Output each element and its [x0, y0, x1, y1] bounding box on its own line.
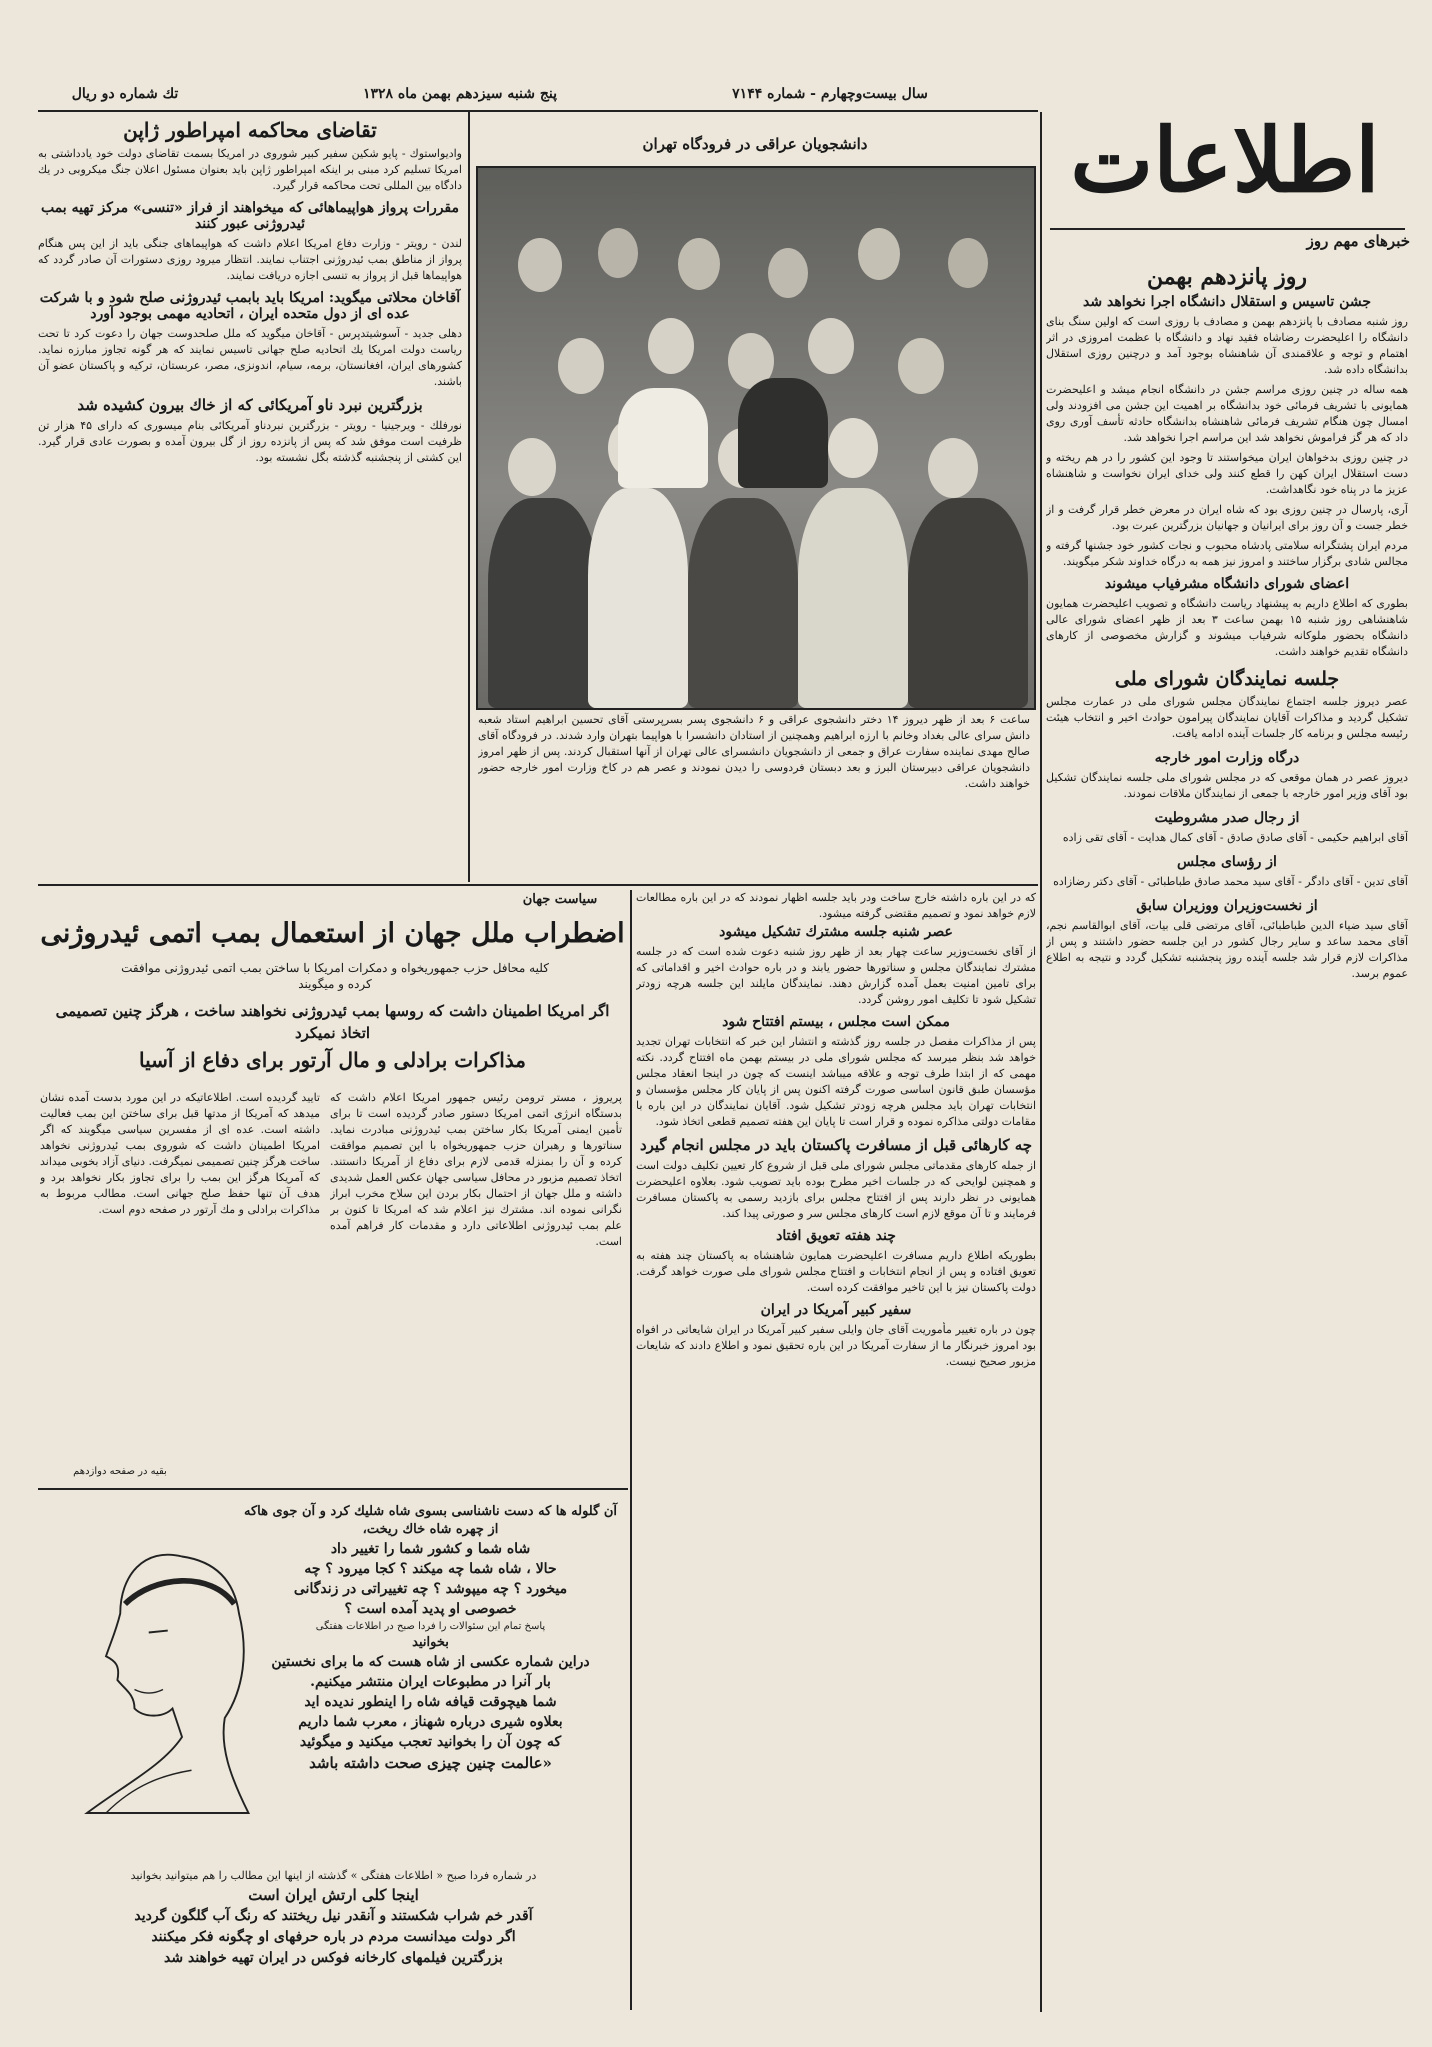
advert-line: پاسخ تمام اين سئوالات را فردا صبح در اطلاعات هفتگى	[315, 1621, 546, 1632]
paragraph: روز شنبه مصادف با پانزدهم بهمن و مصادف با روزى است كه اولين سنگ بناى دانشگاه را اعليحضرت رضاشاه فقيد نهاد و دانشگاه با عظمت امروزى در اثر اهتمام و توجه و علاقمندى آن شاهنشاه بوجود آمد و درچنين روزى استقلال بدانشگاه داده شد.	[1046, 315, 1408, 376]
right-section-text: آقاى ابراهيم حكيمى - آقاى صادق صادق - آقاى كمال هدايت - آقاى تقى زاده	[1062, 831, 1408, 844]
right-headline: روز پانزدهم بهمن	[1146, 264, 1308, 290]
left-section-title: آقاخان محلاتى ميگويد: امريكا بايد بابمب ئيدروژنى صلح شود و با شركت عده اى از دول متحده ايران ، اتحاديه مهمى بوجود آورد	[39, 290, 461, 322]
photo-caption-text: ساعت ۶ بعد از ظهر ديروز ۱۴ دختر دانشجوى عراقى و ۶ دانشجوى پسر بسرپرستى آقاى تحسين ابراهيم استاد شعبه دانش سراى عالى بغداد وخانم با ارزه ابراهيم وهمچنين از استادان دانشسرا با هواپيما بتهران وارد شدند. در فرودگاه آقاى صالح مهدى نماينده سفارت عراق و جمعى از دانشجويان دانشسراى عالى تهران از آنها استقبال كردند. پس از ظهر امروز دانشجويان عراقى دبيرستان البرز و بعد دبستان فردوسى را ديدن نمودند و عصر هم در كاخ وزارت امور خارجه حضور خواهند داشت.	[478, 713, 1030, 790]
middle-section-title: سفير كبير آمريكا در ايران	[760, 1302, 912, 1318]
advert-bottom	[46, 1867, 621, 1969]
header-issue: سال بيست‌وچهارم - شماره ۷۱۴۴	[732, 86, 928, 102]
advert-text	[238, 1503, 623, 1774]
right-section-title: درگاه وزارت امور خارجه	[1154, 750, 1300, 766]
header-rule	[38, 110, 1038, 112]
advert-line: اينجا كلى ارتش ايران است	[248, 1886, 419, 1904]
section-rule	[38, 884, 1038, 886]
advert-box	[38, 1495, 626, 2015]
masthead-title: اطلاعات	[1070, 108, 1380, 212]
left-text: واديواستوك - پايو شكين سفير كبير شوروى در امريكا بسمت تقاضاى دولت خود يادداشتى به امريكا تسليم كرد مبنى بر اينكه امپراطور ژاپن بايد بعنوان مسئول اعلان جنگ ميكروبى در يك دادگاه بين المللى تحت محاكمه قرار گيرد.	[38, 147, 462, 192]
advert-line: در شماره فردا صبح « اطلاعات هفتگى » گذشته از اينها اين مطالب را هم ميتوانيد بخوانيد	[130, 1869, 537, 1882]
middle-text: كه در اين باره داشته خارج ساخت ودر بايد جلسه اظهار نمودند كه در اين باره مطالعات لازم خواهد نمود و تصميم مقتضى گرفته ميشود.	[636, 891, 1036, 920]
paragraph: در چنين روزى بدخواهان ايران ميخواستند تا وجود اين كشور را در هم ريخته و دست استقلال ايران كهن را قطع كنند ولى خداى ايران نخواست و شاهنشاه عزيز ما در پناه خود نگاهداشت.	[1046, 451, 1408, 496]
main-headline: اضطراب ملل جهان از استعمال بمب اتمى ئيدروژنى	[40, 918, 625, 949]
main-continued: بقيه در صفحه دوازدهم	[73, 1466, 167, 1477]
main-subhead-2: مذاكرات برادلى و مال آرتور براى دفاع از آسيا	[139, 1048, 526, 1072]
advert-line: بار آنرا در مطبوعات ايران منتشر ميكنيم.	[310, 1674, 551, 1690]
right-body	[1046, 314, 1408, 574]
masthead-rule	[1050, 228, 1405, 230]
main-column-b: تاييد گرديده است. اطلاعاتيكه در اين مورد بدست آمده نشان ميدهد كه آمريكا از مدتها قبل براى ساختن اين بمب فعاليت داشته است. عده اى از مفسرين سياسى ميگويند كه اگر امريكا اطمينان داشت كه شوروى بمب ئيدروژنى نخواهد ساخت هرگز چنين تصميمى نميگرفت. دنياى آزاد بخوبى ميداند كه آمريكا هرگز اين بمب را براى تجاوز بكار نخواهد برد و هدف آن تنها حفظ صلح جهانى است. مطالب مربوط به مذاكرات برادلى و مك آرتور در صفحه دوم است.	[40, 1091, 320, 1216]
left-headline: تقاضاى محاكمه امپراطور ژاپن	[123, 118, 377, 142]
advert-line: اگر دولت ميدانست مردم در باره حرفهاى او چگونه فكر ميكنند	[151, 1929, 516, 1945]
middle-section-title: چند هفته تعويق افتاد	[776, 1228, 896, 1244]
middle-text: از آقاى نخست‌وزير ساعت چهار بعد از ظهر روز شنبه دعوت شده است كه در جلسه مشترك نمايندگان مجلس و سناتورها حضور يابند و در باره حوادث اخير و اقداماتى كه براى تامين امنيت بعمل آمده گزارش دهند. نمايندگان مايلند اين جلسه هرچه زودتر تشكيل شود تا تكليف امور روشن گردد.	[636, 945, 1036, 1006]
middle-text: چون در باره تغيير مأموريت آقاى جان وايلى سفير كبير آمريكا در ايران شايعاتى در افواه بود امروز خبرنگار ما از سفارت آمريكا در اين باره تحقيق نمود و اطلاع دادند كه شايعات مزبور صحيح نيست.	[636, 1323, 1036, 1368]
right-column	[1046, 262, 1408, 2022]
advert-line: خصوصى او پديد آمده است ؟	[344, 1601, 517, 1617]
advert-line: كه چون آن را بخوانيد تعجب ميكنيد و ميگوئيد	[299, 1734, 562, 1750]
column-rule	[1040, 112, 1042, 2012]
middle-section-title: عصر شنبه جلسه مشترك تشكيل ميشود	[719, 924, 953, 940]
main-intro: كليه محافل حزب جمهوريخواه و دمكرات امريكا با ساختن بمب اتمى ئيدروژنى موافقت كرده و ميگويند	[121, 961, 549, 991]
middle-text: از جمله كارهاى مقدماتى مجلس شوراى ملى قبل از شروع كار تعيين تكليف دولت است و همچنين لوايحى كه در جلسات اخير مطرح بوده بايد تصويب شود. بعلاوه اعليحضرت همايونى در نظر دارند پس از افتتاح مجلس براى بازديد رسمى به پاكستان مسافرت فرمايند و تا آن موقع لازم است كارهاى مجلس سر و صورتى پيدا كند.	[636, 1159, 1036, 1220]
right-section-text: عصر ديروز جلسه اجتماع نمايندگان مجلس شوراى ملى در عمارت مجلس تشكيل گرديد و مذاكرات آقايان نمايندگان پيرامون حوادث اخير و انتخاب هيئت رئيسه مجلس و برنامه كار جلسات آينده ادامه يافت.	[1046, 695, 1408, 740]
right-section-text: آقاى تدين - آقاى دادگر - آقاى سيد محمد صادق طباطبائى - آقاى دكتر رضازاده	[1053, 875, 1408, 888]
paragraph: همه ساله در چنين روزى مراسم جشن در دانشگاه انجام ميشد و اعليحضرت همايونى با تشريف فرمائى خود بدانشگاه بر اهميت اين جشن مى افزودند ولى امسال چون هنگام تشريف فرمائى شاهنشاه بدانشگاه حادثه تأسف آورى روى داد كه هر گز فراموش نخواهد شد اين مراسم اجرا نخواهد شد.	[1046, 383, 1408, 444]
paragraph: مردم ايران پشتگرانه سلامتى پادشاه محبوب و نجات كشور خود جشنها گرفته و مجالس شادى برگزار ساختند و امروز نيز همه به درگاه خداوند شكر ميگويند.	[1046, 539, 1408, 568]
left-top-column	[38, 116, 462, 880]
left-section-title: مقررات پرواز هواپيماهائى كه ميخواهند از فراز «تنسى» مركز تهيه بمب ئيدروژنى عبور كنند	[40, 200, 460, 232]
advert-line: شاه شما و كشور شما را تغيير داد	[330, 1541, 531, 1557]
photo-caption-title: دانشجويان عراقى در فرودگاه تهران	[642, 135, 868, 153]
middle-text: پس از مذاكرات مفصل در جلسه روز گذشته و انتشار اين خبر كه انتخابات تهران تجديد خواهد شد بنظر ميرسد كه مجلس شوراى ملى در بيستم بهمن ماه افتتاح گردد. نكته مهمى كه از ابتدا طرف توجه و علاقه ميباشد اينست كه چون در اينجا انعقاد مجلس مؤسسان طبق قانون اساسى صورت گرفته اكنون پس از پايان كار مجلس مؤسسان و انتخابات تهران بايد مجلس هرچه زودتر تشكيل شود. آقايان نمايندگان در اين باره با مقامات دولتى مذاكره نموده و قرار است تا پايان اين هفته تصميم قطعى اتخاذ شود.	[636, 1035, 1036, 1128]
middle-text: بطوريكه اطلاع داريم مسافرت اعليحضرت همايون شاهنشاه به پاكستان چند هفته به تعويق افتاده و پس از انجام انتخابات و افتتاح مجلس شوراى ملى صورت خواهد گرفت. دولت پاكستان نيز با اين تاخير موافقت كرده است.	[636, 1249, 1036, 1294]
right-subhead: جشن تاسيس و استقلال دانشگاه اجرا نخواهد شد	[1083, 294, 1371, 310]
right-section-title: از نخست‌وزيران ووزيران سابق	[1136, 898, 1318, 914]
advert-line: بخوانيد	[412, 1635, 449, 1650]
column-rule	[468, 112, 470, 882]
column-rule	[630, 890, 632, 2010]
advert-line: آقدر خم شراب شكستند و آنقدر نيل ريختند كه رنگ آب گلگون گرديد	[134, 1908, 533, 1924]
advert-line: حالا ، شاه شما چه ميكند ؟ كجا ميرود ؟ چه	[304, 1561, 557, 1577]
portrait-drawing	[68, 1535, 258, 1825]
right-section-text: بطورى كه اطلاع داريم به پيشنهاد رياست دانشگاه و تصويب اعليحضرت همايون شاهنشاهى روز شنبه ۱۵ بهمن ساعت ۳ بعد از ظهر اعضاى شوراى عالى دانشگاه بحضور ملوكانه شرفياب ميشوند و گزارش مخصوصى از كارهاى دانشگاه تقديم خواهند داشت.	[1046, 597, 1408, 658]
right-section-title: از رجال صدر مشروطيت	[1154, 810, 1300, 826]
main-subhead: اگر امريكا اطمينان داشت كه روسها بمب ئيدروژنى نخواهند ساخت ، هرگز چنين تصميمى اتخاذ نميكرد	[55, 1002, 610, 1042]
middle-section-title: ممكن است مجلس ، بيستم افتتاح شود	[722, 1014, 950, 1030]
paragraph: آرى، پارسال در چنين روزى بود كه شاه ايران در معرض خطر قرار گرفت و از خطر جست و آن روز براى ايرانيان و جهانيان بزرگترين عبرت بود.	[1046, 503, 1408, 532]
left-text: نورفلك - ويرجينيا - رويتر - بزرگترين نبردناو آمريكائى بنام ميسورى كه داراى ۴۵ هزار تن ظرفيت است موفق شد كه پس از پانزده روز از گل بيرون آمده و بصورت عادى قرار گيرد. اين كشتى از پنجشنبه گذشته بگل نشسته بود.	[38, 419, 462, 464]
right-section-title: جلسه نمايندگان شوراى ملى	[1114, 668, 1340, 690]
main-column-a: پريروز ، مستر ترومن رئيس جمهور امريكا اعلام داشت كه بدستگاه انرژى اتمى امريكا دستور صادر گرديده است تا براى تأمين ايمنى آمريكا بكار ساختن بمب ئيدروژنى مبادرت نمايد. سناتورها و رهبران حزب جمهوريخواه با اين تصميم موافقت كرده و آن را بمنزله قدمى لازم براى دفاع از آمريكا دانستند. اتخاذ تصميم مزبور در محافل سياسى جهان عكس العمل شديدى داشته و ملل جهان از احتمال بكار بردن اين سلاح مخرب ابراز نگرانى نموده اند. مشترك نيز اعلام شد كه امريكا تا كنون بر علم بمب ئيدروژنى اطلاعاتى دارد و مقدمات كار فراهم آمده است.	[330, 1091, 622, 1248]
left-text: دهلى جديد - آسوشيتدپرس - آقاخان ميگويد كه ملل صلحدوست جهان را دعوت كرد تا تحت رياست دولت امريكا يك اتحاديه صلح جهانى تاسيس نمايند كه هر گونه تجاوز مبارزه نمايد. كشورهاى ايران، افغانستان، برمه، سيام، اندونزى، مصر، عربستان، تركيه و پاكستان عضو آن باشند.	[38, 327, 462, 388]
middle-column	[636, 890, 1036, 2020]
right-section-title: از رؤساى مجلس	[1177, 854, 1277, 870]
group-photo	[476, 166, 1036, 710]
middle-section-title: چه كارهائى قبل از مسافرت پاكستان بايد در مجلس انجام گيرد	[639, 1136, 1033, 1154]
advert-line: «عالمت چنين چيزى صحت داشته باشد	[309, 1754, 552, 1772]
right-section-text: آقاى سيد ضياء الدين طباطبائى، آقاى مرتضى قلى بيات، آقاى ابوالقاسم نجم، آقاى محمد ساعد و ساير رجال كشور در اين جلسه حضور داشتند و پس از مذاكرات لازم قرار شد جلسه آينده روز پنجشنبه تشكيل گردد و نتيجه به اطلاع عموم برسد.	[1046, 919, 1408, 980]
main-kicker: سياست جهان	[522, 892, 598, 907]
header-price: تك شماره دو ريال	[71, 86, 179, 102]
left-text: لندن - رويتر - وزارت دفاع امريكا اعلام داشت كه هواپيماهاى جنگى بايد از اين پس هنگام پرواز از مناطق بمب ئيدروژنى اجتناب نمايند. انتظار ميرود روزى دستورات آن صادر گردد كه هواپيماها قبل از پرواز به تنسى اجازه دريافت نمايند.	[38, 237, 462, 282]
advert-line: دراين شماره عكسى از شاه هست كه ما براى نخستين	[271, 1654, 590, 1670]
right-section-text: ديروز عصر در همان موقعى كه در مجلس شوراى ملى جلسه نمايندگان تشكيل بود آقاى وزير امور خارجه با جمعى از نمايندگان ملاقات نمودند.	[1046, 771, 1408, 800]
header-date: پنج شنبه سيزدهم بهمن ماه ۱۳۲۸	[362, 86, 558, 102]
advert-line: آن گلوله ها كه دست ناشناسى بسوى شاه شليك كرد و آن جوى هاكه از چهره شاه خاك ريخت،	[244, 1504, 617, 1537]
section-rule	[38, 1488, 628, 1490]
masthead-subtitle: خبرهاى مهم روز	[1306, 232, 1410, 250]
advert-line: بزرگترين فيلمهاى كارخانه فوكس در ايران تهيه خواهند شد	[164, 1950, 503, 1966]
advert-line: بعلاوه شيرى درباره شهناز ، معرب شما داريم	[298, 1714, 563, 1730]
advert-line: شما هيچوقت قيافه شاه را اينطور نديده ايد	[304, 1694, 557, 1710]
left-section-title: بزرگترين نبرد ناو آمريكائى كه از خاك بيرون كشيده شد	[77, 396, 423, 414]
advert-line: ميخورد ؟ چه ميپوشد ؟ چه تغييراتى در زندگانى	[293, 1581, 568, 1597]
right-section-title: اعضاى شوراى دانشگاه مشرفياب ميشوند	[1104, 576, 1350, 592]
